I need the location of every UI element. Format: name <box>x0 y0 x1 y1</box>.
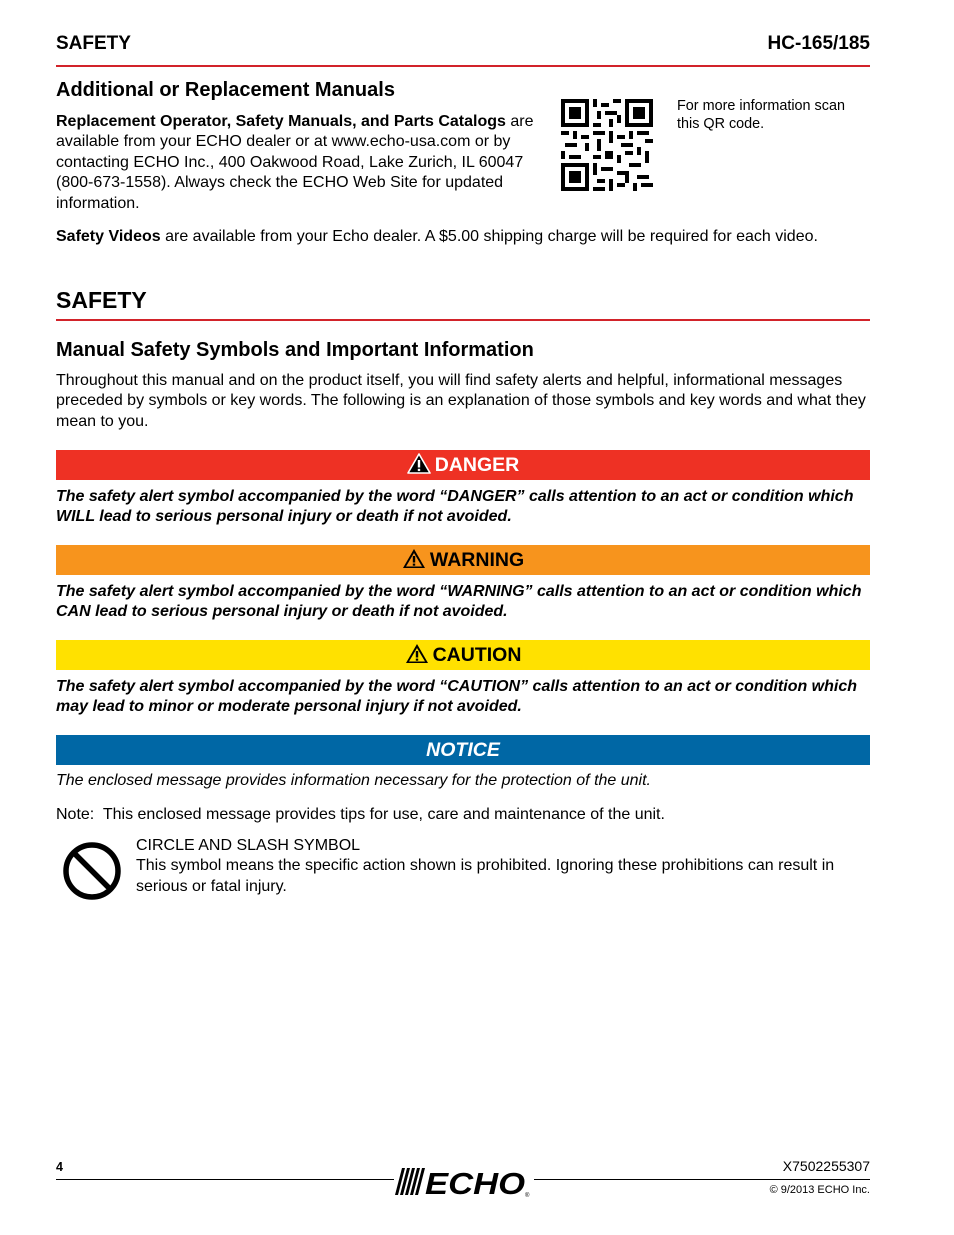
notice-label: NOTICE <box>426 738 500 761</box>
header-rule <box>56 65 870 67</box>
caution-banner <box>56 640 870 670</box>
footer-rule-right <box>534 1179 870 1180</box>
manuals-lead-rest: are available from your ECHO dealer or at www.echo-usa.com or by contacting ECHO Inc., 400 Oakwood Road, Lake Zurich, IL 60047 (800-673-1558). Always check the ECHO Web Site for updated information. <box>56 113 534 212</box>
warning-triangle-icon <box>407 453 431 480</box>
manuals-lead-bold: Replacement Operator, Safety Manuals, and Parts Catalogs <box>56 113 506 130</box>
danger-label: DANGER <box>434 453 520 476</box>
svg-text:®: ® <box>525 1193 530 1198</box>
notice-message: The enclosed message provides information necessary for the protection of the unit. <box>56 772 651 789</box>
caution-message: The safety alert symbol accompanied by the word “CAUTION” calls attention to an act or condition which may lead to minor or moderate personal injury if not avoided. <box>56 678 858 716</box>
danger-message: The safety alert symbol accompanied by the word “DANGER” calls attention to an act or condition which WILL lead to serious personal injury or death if not avoided. <box>56 488 854 526</box>
manuals-paragraph <box>56 112 542 214</box>
warning-message: The safety alert symbol accompanied by the word “WARNING” calls attention to an act or condition which CAN lead to serious personal injury or death if not avoided. <box>56 583 862 621</box>
videos-bold: Safety Videos <box>56 228 161 245</box>
warning-banner <box>56 545 870 575</box>
circle-slash-icon <box>62 841 122 906</box>
notice-banner <box>56 735 870 765</box>
videos-paragraph <box>56 227 886 247</box>
header-section-title: SAFETY <box>56 33 131 54</box>
safety-rule <box>56 319 870 321</box>
caution-label: CAUTION <box>432 643 522 666</box>
qr-note: For more information scan this QR code. <box>677 98 845 132</box>
videos-rest: are available from your Echo dealer. A $5.00 shipping charge will be required for each video. <box>165 228 818 245</box>
safety-intro: Throughout this manual and on the product itself, you will find safety alerts and helpful, informational messages preceded by symbols or key words. The following is an explanation of those symbols and key words and what they mean to you. <box>56 372 866 430</box>
warning-triangle-icon <box>405 643 429 670</box>
note-text: Note: This enclosed message provides tips for use, care and maintenance of the unit. <box>56 806 665 823</box>
warning-triangle-icon <box>402 548 426 575</box>
page-number: 4 <box>56 1160 63 1174</box>
danger-banner <box>56 450 870 480</box>
copyright: © 9/2013 ECHO Inc. <box>769 1184 870 1196</box>
manuals-heading: Additional or Replacement Manuals <box>56 79 395 101</box>
footer-rule-left <box>56 1179 394 1180</box>
echo-logo-text: ECHO <box>425 1166 525 1198</box>
part-number: X7502255307 <box>782 1158 870 1174</box>
circle-slash-title: CIRCLE AND SLASH SYMBOL <box>136 837 361 854</box>
echo-logo <box>394 1166 534 1198</box>
safety-heading: Manual Safety Symbols and Important Information <box>56 339 534 361</box>
header-model: HC-165/185 <box>767 33 870 54</box>
circle-slash-text: This symbol means the specific action shown is prohibited. Ignoring these prohibitions can result in serious or fatal injury. <box>136 857 835 895</box>
warning-label: WARNING <box>429 548 525 571</box>
safety-title: SAFETY <box>56 287 147 313</box>
qr-code-icon[interactable] <box>561 99 653 196</box>
circle-slash-block <box>136 836 876 897</box>
